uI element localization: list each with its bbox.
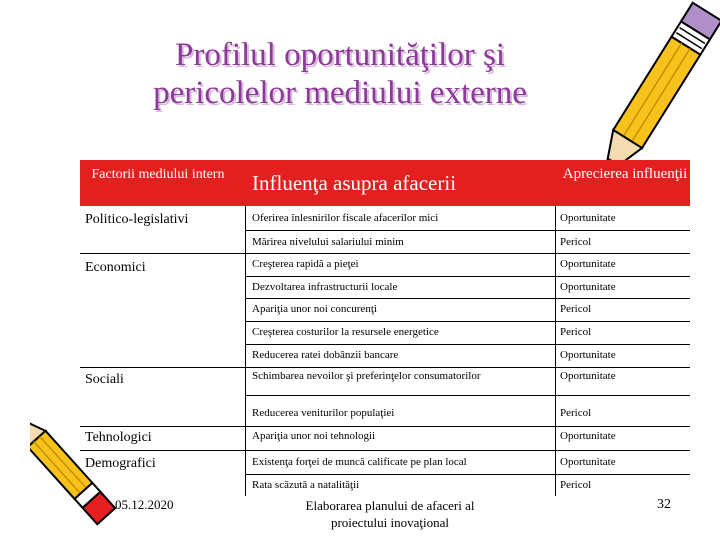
table-header xyxy=(80,160,690,206)
row-divider xyxy=(245,276,690,277)
assessment-cell: Pericol xyxy=(560,303,592,315)
influence-cell: Oferirea înlesnirilor fiscale afacerilor mici xyxy=(252,212,439,224)
influence-cell: Mărirea nivelului salariului minim xyxy=(252,236,404,248)
assessment-cell: Pericol xyxy=(560,479,592,491)
footer-date: 05.12.2020 xyxy=(115,497,174,512)
factor-cell: Politico-legislativi xyxy=(85,212,189,227)
row-divider xyxy=(245,474,690,475)
footer-title-line-2: proiectului inovaţional xyxy=(330,515,450,530)
row-divider xyxy=(245,395,690,396)
header-factors: Factorii mediului intern xyxy=(91,167,225,182)
influence-cell: Schimbarea nevoilor şi preferinţelor consumatorilor xyxy=(252,370,481,382)
footer-title-line-1: Elaborarea planului de afaceri al xyxy=(305,498,475,513)
influence-cell: Apariţia unor noi tehnologii xyxy=(252,430,376,442)
row-divider xyxy=(245,298,690,299)
factor-cell: Tehnologici xyxy=(85,430,152,445)
row-divider xyxy=(80,253,690,254)
column-divider xyxy=(555,206,556,496)
assessment-cell: Oportunitate xyxy=(560,370,616,382)
influence-cell: Rata scăzută a natalităţii xyxy=(252,479,360,491)
assessment-cell: Oportunitate xyxy=(560,456,616,468)
row-divider xyxy=(245,230,690,231)
assessment-cell: Oportunitate xyxy=(560,430,616,442)
header-influence: Influenţa asupra afacerii xyxy=(252,171,457,195)
title-line-1: Profilul oportunităţilor şi xyxy=(175,37,505,73)
page-number: 32 xyxy=(657,497,671,512)
assessment-cell: Oportunitate xyxy=(560,281,616,293)
influence-cell: Reducerea ratei dobânzii bancare xyxy=(252,349,399,361)
row-divider xyxy=(80,367,690,368)
row-divider xyxy=(245,321,690,322)
factor-cell: Sociali xyxy=(85,372,124,387)
influence-cell: Creşterea costurilor la resursele energetice xyxy=(252,326,439,338)
assessment-cell: Pericol xyxy=(560,326,592,338)
footer-title xyxy=(285,497,495,531)
influence-cell: Creşterea rapidă a pieţei xyxy=(252,258,359,270)
influence-cell: Reducerea veniturilor populaţiei xyxy=(252,407,395,419)
factor-cell: Demografici xyxy=(85,456,156,471)
row-divider xyxy=(80,450,690,451)
influence-cell: Dezvoltarea infrastructurii locale xyxy=(252,281,398,293)
row-divider xyxy=(80,426,690,427)
influence-cell: Existenţa forţei de muncă calificate pe plan local xyxy=(252,456,467,468)
assessment-cell: Pericol xyxy=(560,407,592,419)
assessment-cell: Oportunitate xyxy=(560,349,616,361)
influence-cell: Apariţia unor noi concurenţi xyxy=(252,303,377,315)
assessment-cell: Pericol xyxy=(560,236,592,248)
factor-cell: Economici xyxy=(85,260,146,275)
row-divider xyxy=(245,344,690,345)
slide-title xyxy=(60,36,620,112)
assessment-cell: Oportunitate xyxy=(560,258,616,270)
assessment-cell: Oportunitate xyxy=(560,212,616,224)
column-divider xyxy=(245,206,246,496)
title-line-2: pericolelor mediului externe xyxy=(153,75,527,111)
header-assessment: Aprecierea influenţii xyxy=(562,166,688,182)
